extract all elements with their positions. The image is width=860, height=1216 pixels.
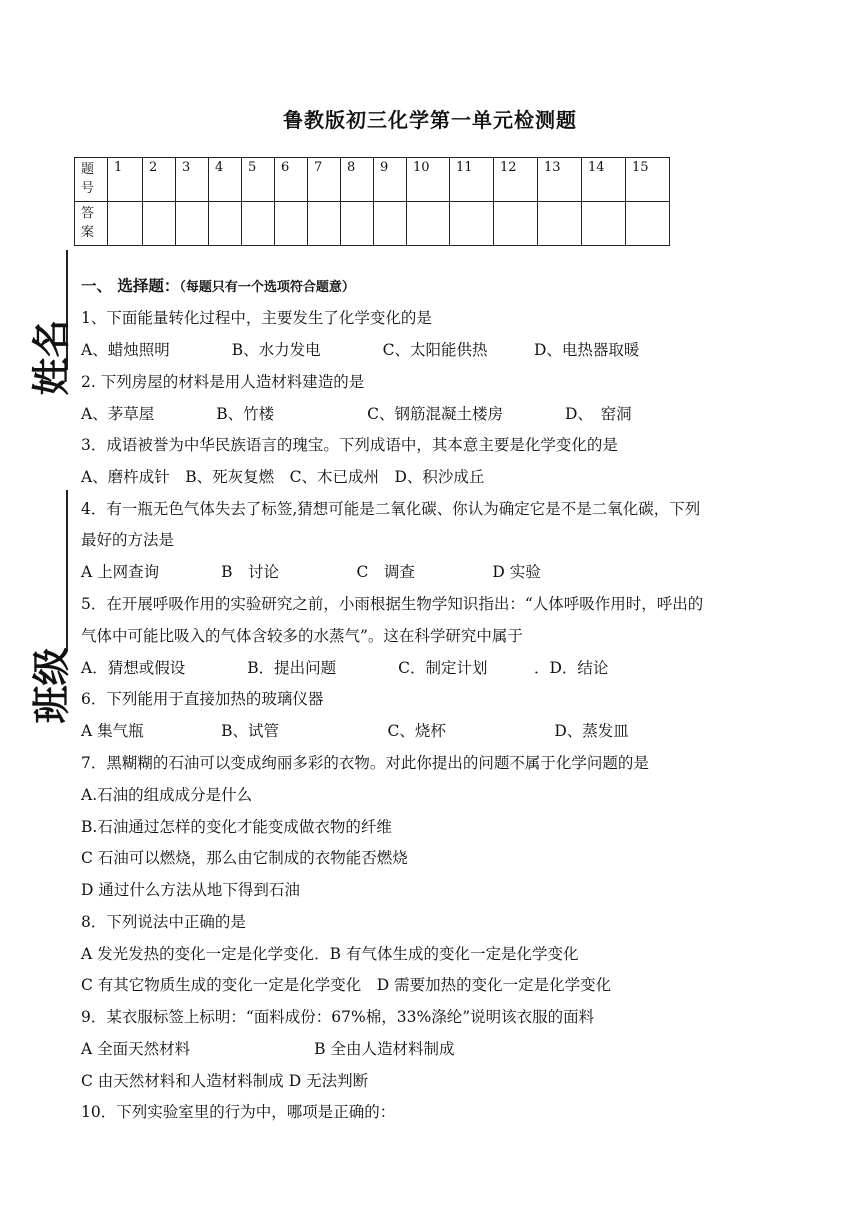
question-number-cell: 9 (374, 158, 407, 202)
option-line: A 发光发热的变化一定是化学变化．B 有气体生成的变化一定是化学变化 (81, 945, 579, 963)
question-line: 6．下列能用于直接加热的玻璃仪器 (81, 690, 324, 708)
option-line: D 通过什么方法从地下得到石油 (81, 881, 300, 899)
table-header-cell: 答 案 (75, 202, 108, 246)
section-heading: 一、 选择题：（每题只有一个选项符合题意） (81, 276, 355, 295)
answer-cell[interactable] (108, 202, 143, 246)
question-number-cell: 5 (242, 158, 275, 202)
question-number-cell: 12 (494, 158, 538, 202)
question-number-cell: 2 (143, 158, 176, 202)
answer-cell[interactable] (626, 202, 670, 246)
answer-cell[interactable] (341, 202, 374, 246)
question-line: 4．有一瓶无色气体失去了标签,猜想可能是二氧化碳、你认为确定它是不是二氧化碳，下列 (81, 500, 701, 518)
binding-line (66, 490, 68, 650)
question-number-cell: 1 (108, 158, 143, 202)
option-line: A、茅草屋 B、竹楼 C、钢筋混凝土楼房 D、 窑洞 (81, 405, 632, 423)
page-title: 鲁教版初三化学第一单元检测题 (283, 108, 577, 132)
question-line: 2. 下列房屋的材料是用人造材料建造的是 (81, 373, 365, 391)
table-row (75, 202, 670, 246)
question-line: 7．黑糊糊的石油可以变成绚丽多彩的衣物。对此你提出的问题不属于化学问题的是 (81, 754, 649, 772)
question-line: 1、下面能量转化过程中，主要发生了化学变化的是 (81, 309, 432, 327)
answer-cell[interactable] (494, 202, 538, 246)
question-number-cell: 3 (176, 158, 209, 202)
option-line: A 上网查询 B 讨论 C 调查 D 实验 (81, 563, 541, 581)
answer-cell[interactable] (308, 202, 341, 246)
question-line: 9．某衣服标签上标明：“面料成份：67%棉，33%涤纶”说明该衣服的面料 (81, 1008, 595, 1026)
question-line: 最好的方法是 (81, 531, 175, 549)
table-row (75, 158, 670, 202)
answer-cell[interactable] (538, 202, 582, 246)
question-number-cell: 15 (626, 158, 670, 202)
question-number-cell: 14 (582, 158, 626, 202)
option-line: B.石油通过怎样的变化才能变成做衣物的纤维 (81, 818, 392, 836)
option-line: A．猜想或假设 B．提出问题 C．制定计划 ．D．结论 (81, 659, 609, 677)
option-line: A.石油的组成成分是什么 (81, 786, 253, 804)
answer-cell[interactable] (275, 202, 308, 246)
answer-cell[interactable] (209, 202, 242, 246)
option-line: A 全面天然材料 B 全由人造材料制成 (81, 1040, 455, 1058)
name-label: 姓名 (28, 319, 74, 396)
question-number-cell: 8 (341, 158, 374, 202)
question-number-cell: 10 (407, 158, 450, 202)
option-line: C 石油可以燃烧，那么由它制成的衣物能否燃烧 (81, 849, 408, 867)
question-number-cell: 4 (209, 158, 242, 202)
question-number-cell: 7 (308, 158, 341, 202)
question-number-cell: 11 (450, 158, 494, 202)
question-line: 3．成语被誉为中华民族语言的瑰宝。下列成语中，其本意主要是化学变化的是 (81, 436, 618, 454)
question-number-cell: 13 (538, 158, 582, 202)
answer-cell[interactable] (176, 202, 209, 246)
option-line: C 有其它物质生成的变化一定是化学变化 D 需要加热的变化一定是化学变化 (81, 976, 612, 994)
question-line: 10．下列实验室里的行为中，哪项是正确的： (81, 1103, 396, 1121)
question-line: 8．下列说法中正确的是 (81, 913, 246, 931)
answer-cell[interactable] (143, 202, 176, 246)
option-line: A 集气瓶 B、试管 C、烧杯 D、蒸发皿 (81, 722, 629, 740)
table-header-cell: 题 号 (75, 158, 108, 202)
answer-cell[interactable] (374, 202, 407, 246)
answer-table (74, 157, 670, 246)
class-label: 班级 (28, 647, 74, 724)
option-line: A、磨杵成针 B、死灰复燃 C、木已成州 D、积沙成丘 (81, 468, 485, 486)
question-line: 5．在开展呼吸作用的实验研究之前，小雨根据生物学知识指出：“人体呼吸作用时，呼出的 (81, 595, 704, 613)
answer-cell[interactable] (582, 202, 626, 246)
option-line: A、蜡烛照明 B、水力发电 C、太阳能供热 D、电热器取暖 (81, 341, 640, 359)
question-line: 气体中可能比吸入的气体含较多的水蒸气”。这在科学研究中属于 (81, 627, 523, 645)
option-line: C 由天然材料和人造材料制成 D 无法判断 (81, 1072, 369, 1090)
answer-cell[interactable] (242, 202, 275, 246)
answer-cell[interactable] (450, 202, 494, 246)
answer-cell[interactable] (407, 202, 450, 246)
question-number-cell: 6 (275, 158, 308, 202)
